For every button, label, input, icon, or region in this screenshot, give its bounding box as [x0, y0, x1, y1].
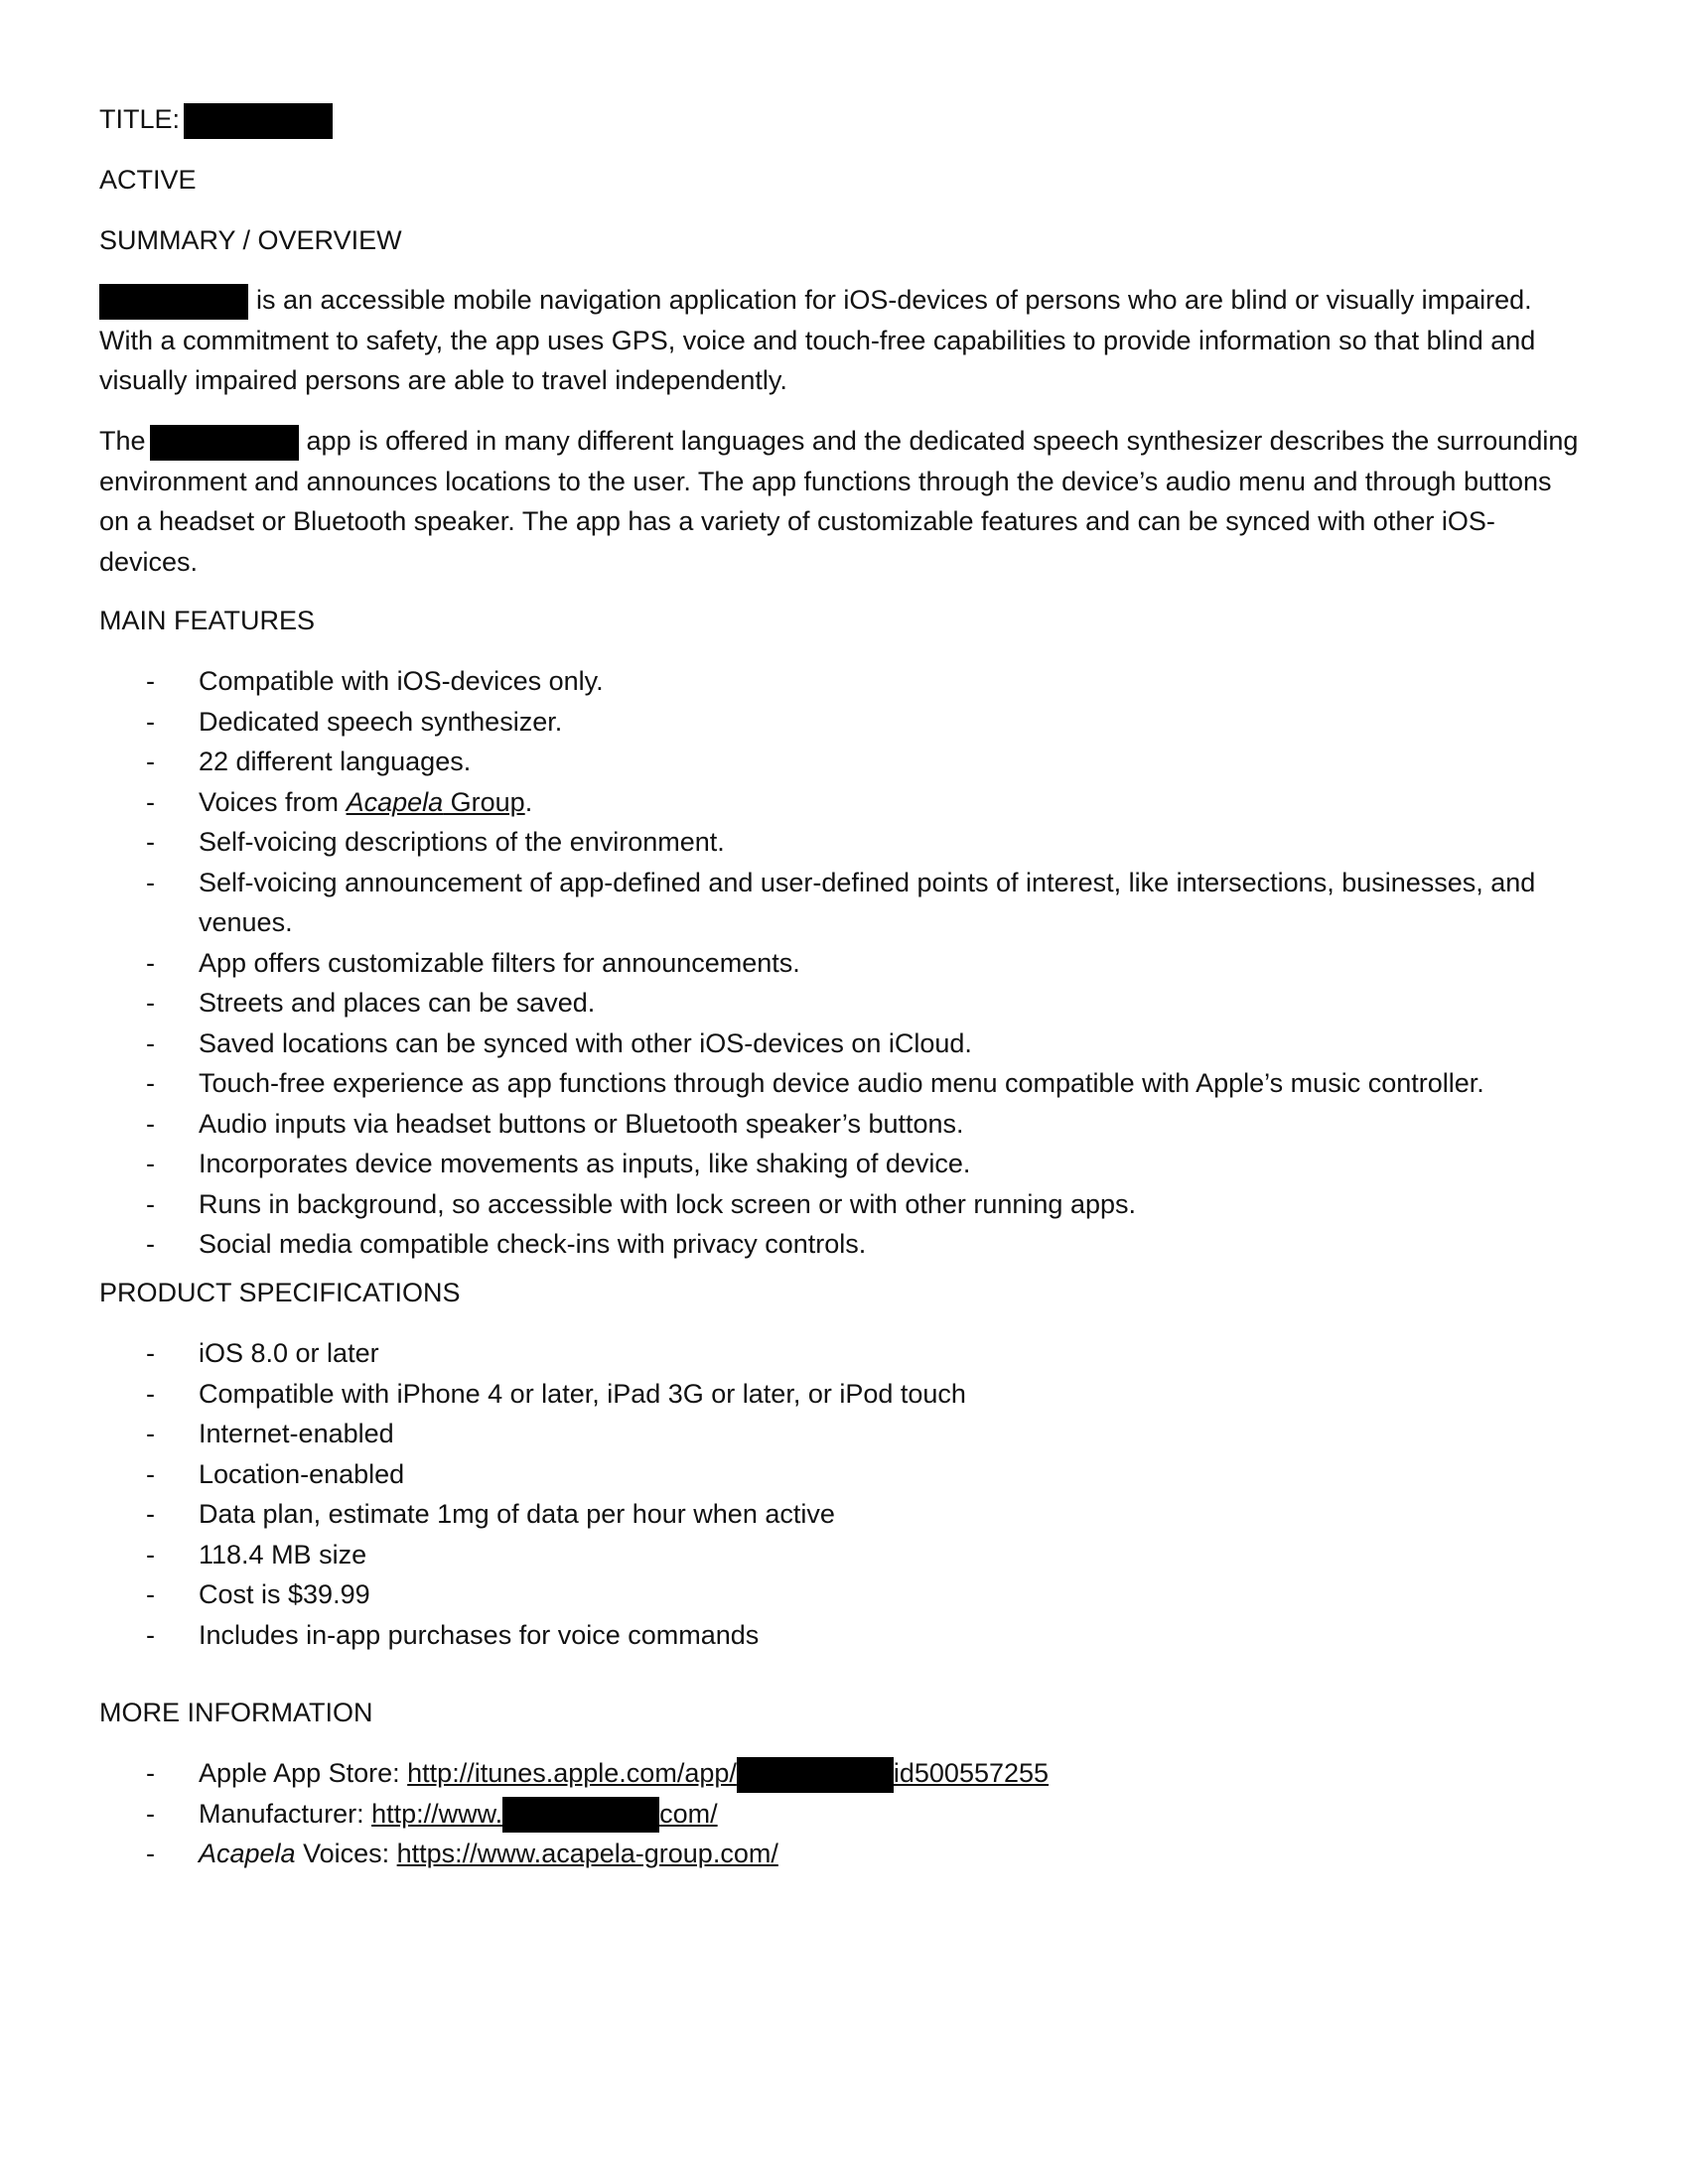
appstore-label: Apple App Store:: [199, 1758, 408, 1788]
list-item: - App offers customizable filters for announcements.: [146, 947, 800, 978]
list-item: - 22 different languages.: [146, 747, 472, 776]
list-item: - 118.4 MB size: [146, 1539, 367, 1570]
redacted-app-name: [150, 425, 299, 461]
list-item: - Manufacturer: http://www. com/: [99, 1794, 1589, 1835]
manufacturer-label: Manufacturer:: [199, 1798, 372, 1829]
list-item: - Internet-enabled: [146, 1419, 394, 1448]
status-text: ACTIVE: [99, 165, 197, 195]
features-list: [99, 661, 1589, 1265]
redacted-app-name: [99, 284, 248, 320]
specs-heading: PRODUCT SPECIFICATIONS: [99, 1278, 461, 1307]
manufacturer-link[interactable]: http://www. com/: [371, 1799, 718, 1829]
features-heading: MAIN FEATURES: [99, 606, 316, 635]
list-item: - Runs in background, so accessible with lock screen or with other running apps.: [146, 1188, 1136, 1219]
summary-paragraph-1-text: is an accessible mobile navigation application for iOS-devices of persons who are blind or visually impaired. With a commitment to safety, the app uses GPS, voice and touch-free capabilities to provide information so that blind and visually impaired persons are able to travel independently.: [99, 285, 1536, 395]
title-label: TITLE:: [99, 104, 181, 134]
list-item: - Voices from Acapela Group.: [146, 786, 533, 817]
list-item: - Streets and places can be saved.: [146, 988, 596, 1018]
list-item: - Saved locations can be synced with other iOS-devices on iCloud.: [146, 1027, 972, 1058]
list-item: - Touch-free experience as app functions through device audio menu compatible with Apple’s music controller.: [146, 1068, 1484, 1098]
redacted-title: [184, 103, 333, 139]
list-item: - Incorporates device movements as inputs, like shaking of device.: [146, 1149, 971, 1178]
list-item: - Audio inputs via headset buttons or Bluetooth speaker’s buttons.: [146, 1108, 964, 1139]
list-item: - Dedicated speech synthesizer.: [146, 706, 563, 737]
acapela-label: Acapela: [199, 1839, 296, 1868]
summary-paragraph-2-text: app is offered in many different languages and the dedicated speech synthesizer describes the surrounding environment and announces locations to the user. The app functions through the device’s audio menu and through buttons on a headset or Bluetooth speaker. The app has a variety of customizable features and can be synced with other iOS-devices.: [99, 426, 1579, 577]
summary-heading: SUMMARY / OVERVIEW: [99, 225, 402, 255]
specs-list: [99, 1333, 1589, 1655]
more-info-heading: MORE INFORMATION: [99, 1698, 373, 1727]
title-line: [99, 99, 333, 139]
list-item: - Location-enabled: [146, 1458, 405, 1489]
list-item: - Acapela Voices: https://www.acapela-group.com/: [146, 1839, 778, 1868]
acapela-link[interactable]: https://www.acapela-group.com/: [396, 1839, 778, 1868]
acapela-group-link[interactable]: Acapela Group: [346, 786, 525, 817]
list-item: - Apple App Store: http://itunes.apple.com/app/ id500557255: [99, 1753, 1589, 1794]
list-item: - Self-voicing descriptions of the environment.: [146, 827, 725, 857]
list-item: - Self-voicing announcement of app-defined and user-defined points of interest, like intersections, businesses, and venues.: [146, 867, 1536, 937]
list-item: - Social media compatible check-ins with privacy controls.: [146, 1229, 867, 1259]
redacted-app-slug: [737, 1757, 894, 1793]
more-info-list: [99, 1753, 1589, 1874]
list-item: - Includes in-app purchases for voice commands: [146, 1619, 760, 1650]
appstore-link[interactable]: http://itunes.apple.com/app/ id500557255: [407, 1758, 1049, 1788]
list-item: - Data plan, estimate 1mg of data per hour when active: [146, 1499, 835, 1529]
list-item: - Cost is $39.99: [146, 1579, 370, 1609]
summary-paragraph-1: [99, 280, 1589, 401]
list-item: - Compatible with iOS-devices only.: [146, 666, 604, 696]
list-item: - Compatible with iPhone 4 or later, iPad 3G or later, or iPod touch: [146, 1378, 966, 1409]
redacted-manufacturer-domain: [502, 1797, 659, 1833]
document-page: [99, 0, 1589, 2184]
list-item: - iOS 8.0 or later: [146, 1338, 379, 1368]
summary-paragraph-2-lead: The: [99, 426, 146, 456]
summary-paragraph-2: [99, 421, 1589, 582]
